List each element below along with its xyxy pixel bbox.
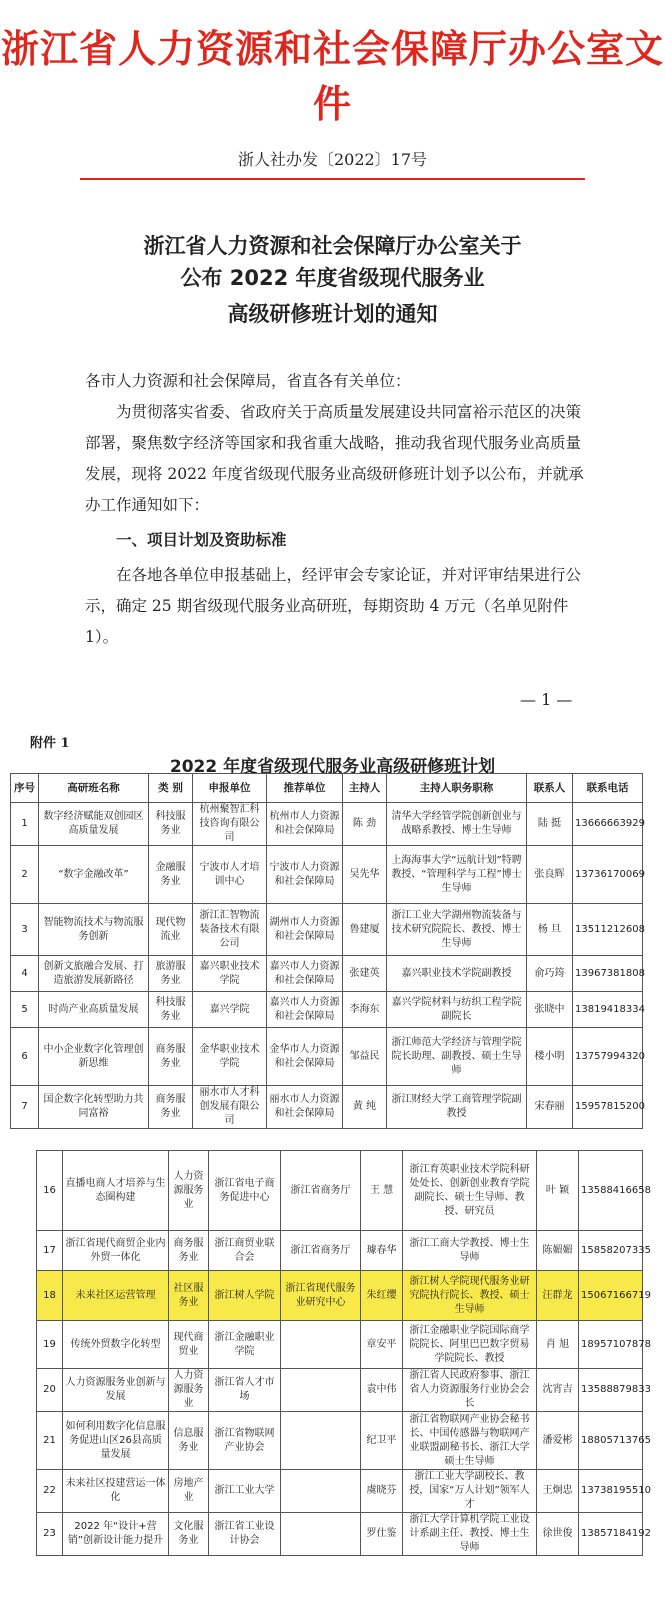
cell-recommender: 金华市人力资源和社会保障局 xyxy=(267,1028,343,1086)
cell-contact: 俞巧筠 xyxy=(527,956,573,992)
cell-category: 文化服务业 xyxy=(169,1513,209,1556)
cell-host-title: 浙江省人民政府参事、浙江省人力资源服务行业协会会长 xyxy=(403,1369,537,1412)
cell-host: 张建英 xyxy=(343,956,387,992)
cell-phone: 13738195510 xyxy=(579,1470,643,1513)
cell-applicant: 宁波市人才培训中心 xyxy=(193,846,267,904)
salutation: 各市人力资源和社会保障局，省直各有关单位： xyxy=(85,372,411,390)
col-header-contact: 联系人 xyxy=(527,774,573,803)
table-row xyxy=(11,1086,643,1129)
document-number: 浙人社办发〔2022〕17号 xyxy=(237,150,428,169)
cell-category: 商务服务业 xyxy=(149,1086,193,1129)
cell-recommender: 嘉兴市人力资源和社会保障局 xyxy=(267,956,343,992)
cell-host: 鲁建厦 xyxy=(343,904,387,956)
cell-contact: 楼小明 xyxy=(527,1028,573,1086)
cell-no: 5 xyxy=(11,992,39,1028)
table-row xyxy=(11,956,643,992)
cell-name: 未来社区投建营运一体化 xyxy=(63,1470,169,1513)
cell-contact: 陆 挺 xyxy=(527,803,573,846)
cell-phone: 15858207335 xyxy=(579,1231,643,1271)
cell-contact: 徐世俊 xyxy=(537,1513,579,1556)
cell-recommender xyxy=(281,1369,361,1412)
table-row xyxy=(11,846,643,904)
cell-recommender: 嘉兴市人力资源和社会保障局 xyxy=(267,992,343,1028)
cell-applicant: 金华职业技术学院 xyxy=(193,1028,267,1086)
cell-phone: 13857184192 xyxy=(579,1513,643,1556)
cell-no: 21 xyxy=(37,1412,63,1470)
cell-category: 科技服务业 xyxy=(149,992,193,1028)
cell-contact: 叶 颖 xyxy=(537,1151,579,1231)
cell-recommender xyxy=(281,1513,361,1556)
cell-no: 3 xyxy=(11,904,39,956)
cell-applicant: 浙江树人学院 xyxy=(209,1271,281,1321)
cell-contact: 张良辉 xyxy=(527,846,573,904)
cell-name: 如何利用数字化信息服务促进山区26县高质量发展 xyxy=(63,1412,169,1470)
cell-contact: 杨 旦 xyxy=(527,904,573,956)
cell-category: 商务服务业 xyxy=(169,1231,209,1271)
col-header-name: 高研班名称 xyxy=(39,774,149,803)
cell-category: 信息服务业 xyxy=(169,1412,209,1470)
table-row xyxy=(37,1231,643,1271)
cell-name: 未来社区运营管理 xyxy=(63,1271,169,1321)
notice-title-line-1: 浙江省人力资源和社会保障厅办公室关于 xyxy=(143,234,522,258)
cell-host-title: 浙江树人学院现代服务业研究院执行院长、教授、硕士生导师 xyxy=(403,1271,537,1321)
table-row xyxy=(37,1151,643,1231)
cell-contact: 潘爱彬 xyxy=(537,1412,579,1470)
cell-contact: 肖 旭 xyxy=(537,1321,579,1369)
cell-category: 旅游服务业 xyxy=(149,956,193,992)
cell-name: “数字金融改革” xyxy=(39,846,149,904)
cell-no: 18 xyxy=(37,1271,63,1321)
cell-host-title: 浙江育英职业技术学院科研处处长、创新创业教育学院副院长、硕士生导师、教授、研究员 xyxy=(403,1151,537,1231)
cell-phone: 13666663929 xyxy=(573,803,643,846)
table-row xyxy=(11,1028,643,1086)
cell-applicant: 丽水市人才科创发展有限公司 xyxy=(193,1086,267,1129)
col-header-host: 主持人 xyxy=(343,774,387,803)
cell-category: 人力资源服务业 xyxy=(169,1151,209,1231)
cell-recommender xyxy=(281,1321,361,1369)
cell-applicant: 浙江省人才市场 xyxy=(209,1369,281,1412)
cell-applicant: 浙江省工业设计协会 xyxy=(209,1513,281,1556)
cell-no: 20 xyxy=(37,1369,63,1412)
cell-name: 中小企业数字化管理创新思维 xyxy=(39,1028,149,1086)
cell-category: 现代商贸业 xyxy=(169,1321,209,1369)
cell-applicant: 浙江省电子商务促进中心 xyxy=(209,1151,281,1231)
cell-contact: 张晓中 xyxy=(527,992,573,1028)
cell-contact: 陈媚媚 xyxy=(537,1231,579,1271)
cell-host: 朱红缨 xyxy=(361,1271,403,1321)
cell-category: 金融服务业 xyxy=(149,846,193,904)
cell-phone: 15067166719 xyxy=(579,1271,643,1321)
cell-applicant: 嘉兴职业技术学院 xyxy=(193,956,267,992)
cell-no: 17 xyxy=(37,1231,63,1271)
col-header-applicant: 申报单位 xyxy=(193,774,267,803)
section-1-heading: 一、项目计划及资助标准 xyxy=(116,531,287,549)
cell-host: 邹益民 xyxy=(343,1028,387,1086)
cell-category: 人力资源服务业 xyxy=(169,1369,209,1412)
cell-phone: 18805713765 xyxy=(579,1412,643,1470)
cell-category: 现代物流业 xyxy=(149,904,193,956)
cell-contact: 王炯忠 xyxy=(537,1470,579,1513)
cell-applicant: 浙江汇智物流装备技术有限公司 xyxy=(193,904,267,956)
cell-name: 智能物流技术与物流服务创新 xyxy=(39,904,149,956)
cell-name: 国企数字化转型助力共同富裕 xyxy=(39,1086,149,1129)
table-row xyxy=(37,1412,643,1470)
cell-no: 6 xyxy=(11,1028,39,1086)
cell-category: 商务服务业 xyxy=(149,1028,193,1086)
cell-host-title: 浙江工业大学湖州物流装备与技术研究院院长、教授、博士生导师 xyxy=(387,904,527,956)
cell-phone: 13736170069 xyxy=(573,846,643,904)
notice-title-line-2: 公布 2022 年度省级现代服务业 xyxy=(180,266,485,290)
cell-no: 19 xyxy=(37,1321,63,1369)
cell-phone: 13511212608 xyxy=(573,904,643,956)
cell-category: 科技服务业 xyxy=(149,803,193,846)
cell-applicant: 浙江商贸业联合会 xyxy=(209,1231,281,1271)
cell-recommender: 浙江省商务厅 xyxy=(281,1151,361,1231)
table-row xyxy=(37,1470,643,1513)
cell-host-title: 浙江省物联网产业协会秘书长、中国传感器与物联网产业联盟副秘书长、浙江大学硕士生导师 xyxy=(403,1412,537,1470)
cell-no: 1 xyxy=(11,803,39,846)
cell-name: 人力资源服务业创新与发展 xyxy=(63,1369,169,1412)
cell-name: 2022 年“设计+营销”创新设计能力提升 xyxy=(63,1513,169,1556)
cell-host-title: 浙江财经大学工商管理学院副教授 xyxy=(387,1086,527,1129)
cell-applicant: 浙江工业大学 xyxy=(209,1470,281,1513)
cell-no: 22 xyxy=(37,1470,63,1513)
cell-recommender: 浙江省商务厅 xyxy=(281,1231,361,1271)
cell-applicant: 浙江金融职业学院 xyxy=(209,1321,281,1369)
cell-recommender: 宁波市人力资源和社会保障局 xyxy=(267,846,343,904)
cell-applicant: 浙江省物联网产业协会 xyxy=(209,1412,281,1470)
col-header-recommender: 推荐单位 xyxy=(267,774,343,803)
cell-name: 浙江省现代商贸企业内外贸一体化 xyxy=(63,1231,169,1271)
cell-category: 社区服务业 xyxy=(169,1271,209,1321)
paragraph-2: 在各地各单位申报基础上，经评审会专家论证，并对评审结果进行公示，确定 25 期省级现代服务业高研班，每期资助 4 万元（名单见附件 1）。 xyxy=(85,566,582,646)
attachment-title: 2022 年度省级现代服务业高级研修班计划 xyxy=(169,757,496,777)
cell-recommender xyxy=(281,1412,361,1470)
cell-phone: 13588416658 xyxy=(579,1151,643,1231)
cell-host-title: 上海海事大学“远航计划”特聘教授、“管理科学与工程”博士生导师 xyxy=(387,846,527,904)
cell-host: 陈 劲 xyxy=(343,803,387,846)
cell-host: 李海东 xyxy=(343,992,387,1028)
plan-table-part-2 xyxy=(36,1150,651,1556)
cell-recommender: 杭州市人力资源和社会保障局 xyxy=(267,803,343,846)
cell-host: 黄 纯 xyxy=(343,1086,387,1129)
col-header-no: 序号 xyxy=(11,774,39,803)
cell-host: 璩春华 xyxy=(361,1231,403,1271)
cell-name: 时尚产业高质量发展 xyxy=(39,992,149,1028)
cell-phone: 13967381808 xyxy=(573,956,643,992)
col-header-host-title: 主持人职务职称 xyxy=(387,774,527,803)
document-header-title: 浙江省人力资源和社会保障厅办公室文件 xyxy=(0,27,664,126)
table-row xyxy=(37,1369,643,1412)
cell-phone: 13819418334 xyxy=(573,992,643,1028)
cell-host: 袁中伟 xyxy=(361,1369,403,1412)
cell-recommender: 湖州市人力资源和社会保障局 xyxy=(267,904,343,956)
cell-recommender: 丽水市人力资源和社会保障局 xyxy=(267,1086,343,1129)
plan-table-part-1 xyxy=(10,773,643,1129)
table-row xyxy=(11,904,643,956)
cell-name: 创新文旅融合发展、打造旅游发展新路径 xyxy=(39,956,149,992)
cell-host-title: 浙江工业大学副校长、教授，国家“万人计划”领军人才 xyxy=(403,1470,537,1513)
cell-host: 纪卫平 xyxy=(361,1412,403,1470)
paragraph-1: 为贯彻落实省委、省政府关于高质量发展建设共同富裕示范区的决策部署，聚焦数字经济等国家和我省重大战略，推动我省现代服务业高质量发展，现将 2022 年度省级现代服务业高级研修班计划予以公布，并就承办工作通知如下： xyxy=(85,403,584,514)
cell-phone: 13757994320 xyxy=(573,1028,643,1086)
cell-host: 王 慧 xyxy=(361,1151,403,1231)
cell-contact: 宋春丽 xyxy=(527,1086,573,1129)
page-number: — 1 — xyxy=(520,690,573,709)
cell-host-title: 浙江大学计算机学院工业设计系副主任、教授、博士生导师 xyxy=(403,1513,537,1556)
cell-name: 数字经济赋能双创园区高质量发展 xyxy=(39,803,149,846)
attachment-label: 附件 1 xyxy=(30,736,70,751)
table-row xyxy=(37,1321,643,1369)
cell-recommender: 浙江省现代服务业研究中心 xyxy=(281,1271,361,1321)
cell-recommender xyxy=(281,1470,361,1513)
cell-phone: 13588879833 xyxy=(579,1369,643,1412)
cell-phone: 18957107878 xyxy=(579,1321,643,1369)
cell-host-title: 浙江金融职业学院国际商学院院长、阿里巴巴数字贸易学院院长、教授 xyxy=(403,1321,537,1369)
cell-host: 吴先华 xyxy=(343,846,387,904)
cell-host-title: 浙江师范大学经济与管理学院院长助理、副教授、硕士生导师 xyxy=(387,1028,527,1086)
cell-name: 直播电商人才培养与生态圈构建 xyxy=(63,1151,169,1231)
cell-no: 2 xyxy=(11,846,39,904)
cell-phone: 15957815200 xyxy=(573,1086,643,1129)
cell-host-title: 嘉兴学院材料与纺织工程学院副院长 xyxy=(387,992,527,1028)
cell-host-title: 嘉兴职业技术学院副教授 xyxy=(387,956,527,992)
cell-host-title: 浙江工商大学教授、博士生导师 xyxy=(403,1231,537,1271)
cell-no: 4 xyxy=(11,956,39,992)
cell-host: 罗仕鉴 xyxy=(361,1513,403,1556)
header-divider xyxy=(80,178,585,180)
cell-no: 23 xyxy=(37,1513,63,1556)
table-row xyxy=(11,992,643,1028)
notice-title-line-3: 高级研修班计划的通知 xyxy=(227,302,438,326)
col-header-phone: 联系电话 xyxy=(573,774,643,803)
cell-applicant: 杭州聚智汇科技咨询有限公司 xyxy=(193,803,267,846)
cell-no: 16 xyxy=(37,1151,63,1231)
cell-contact: 汪群龙 xyxy=(537,1271,579,1321)
cell-host: 虞晓芬 xyxy=(361,1470,403,1513)
table-row xyxy=(11,803,643,846)
col-header-category: 类 别 xyxy=(149,774,193,803)
cell-host: 章安平 xyxy=(361,1321,403,1369)
cell-no: 7 xyxy=(11,1086,39,1129)
table-row xyxy=(37,1271,643,1321)
cell-contact: 沈宵吉 xyxy=(537,1369,579,1412)
cell-name: 传统外贸数字化转型 xyxy=(63,1321,169,1369)
table-row xyxy=(37,1513,643,1556)
cell-applicant: 嘉兴学院 xyxy=(193,992,267,1028)
cell-host-title: 清华大学经管学院创新创业与战略系教授、博士生导师 xyxy=(387,803,527,846)
cell-category: 房地产业 xyxy=(169,1470,209,1513)
table-header-row xyxy=(11,774,643,803)
